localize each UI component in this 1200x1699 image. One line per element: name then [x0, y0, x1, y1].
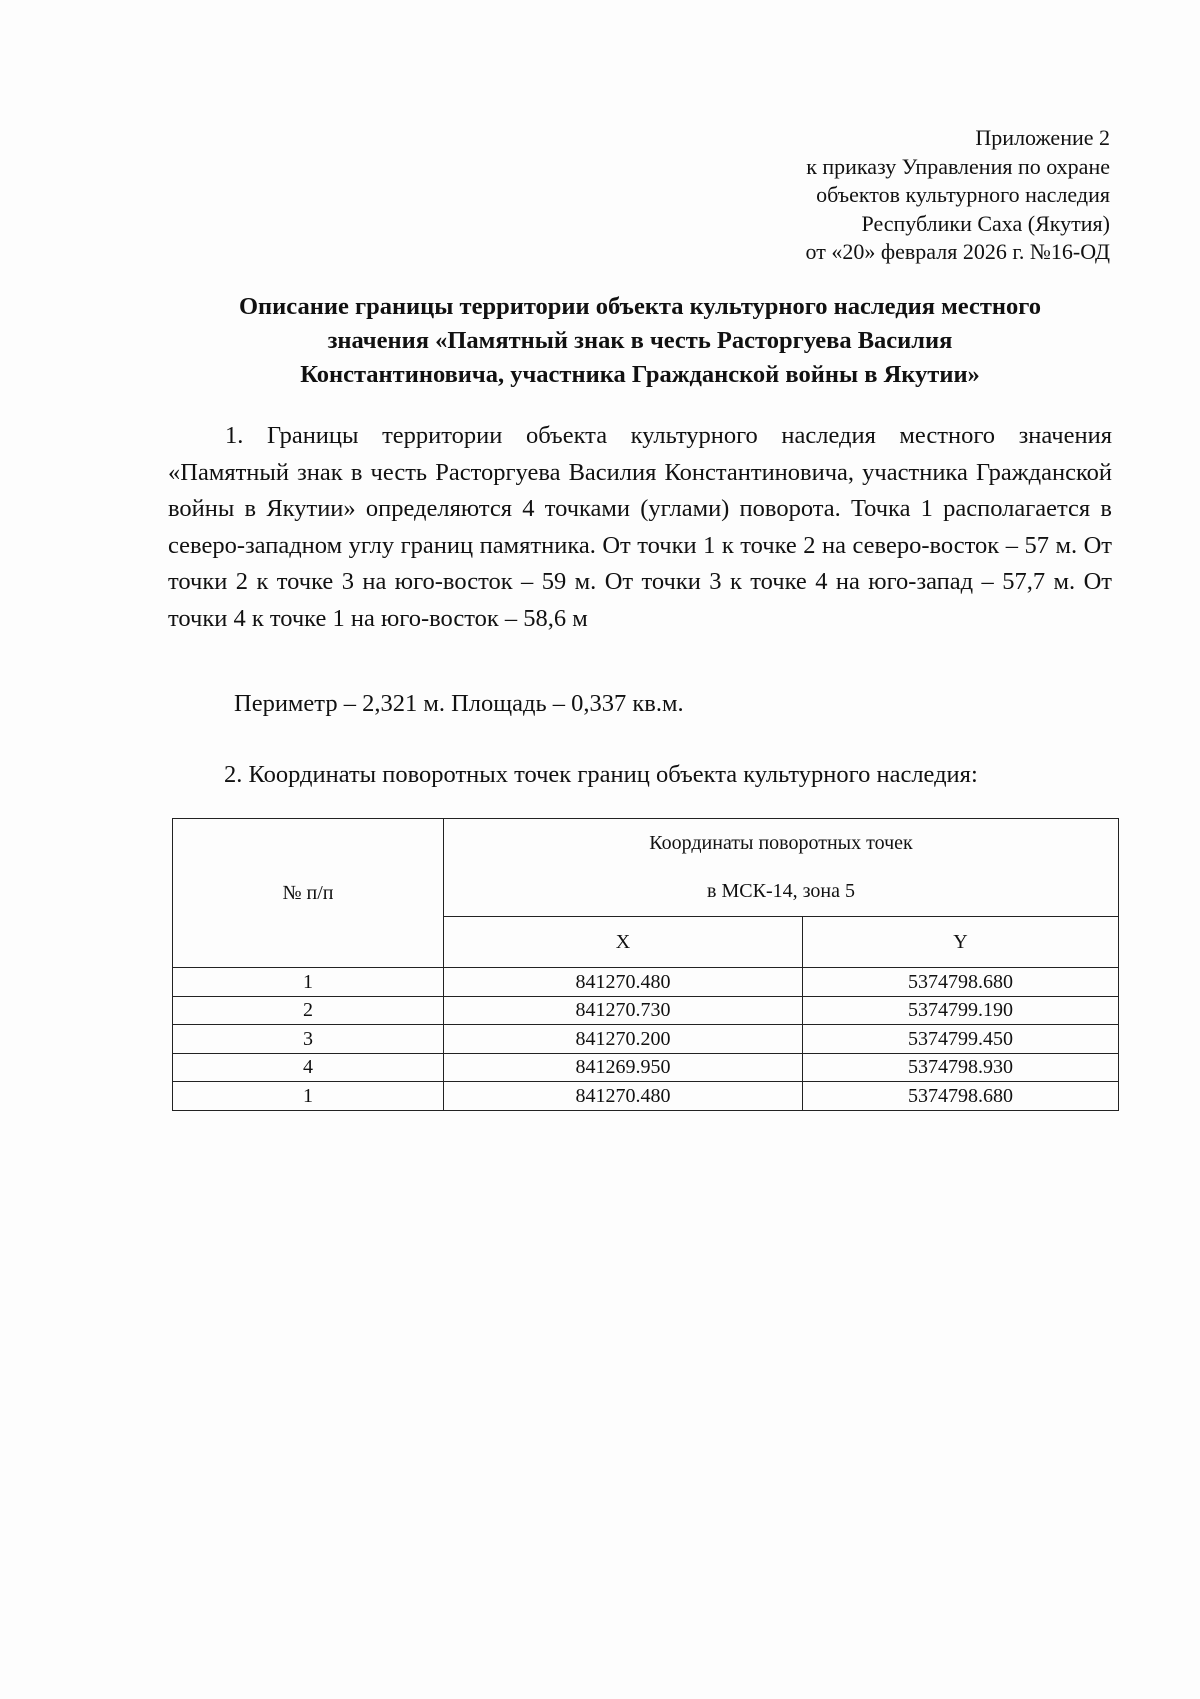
section-1-paragraph: 1. Границы территории объекта культурного наследия местного значения «Памятный знак в честь Расторгуева Василия Константиновича, участника Гражданской войны в Якутии» определяются 4 точками (углами) поворота. Точка 1 располагается в северо-западном углу границ памятника. От точки 1 к точке 2 на северо-восток – 57 м. От точки 2 к точке 3 на юго-восток – 59 м. От точки 3 к точке 4 на юго-запад – 57,7 м. От точки 4 к точке 1 на юго-восток – 58,6 м [168, 422, 1112, 632]
appendix-line: Приложение 2 [975, 125, 1110, 150]
header-num: № п/п [173, 819, 444, 968]
header-y: Y [803, 916, 1119, 967]
header-x: X [444, 916, 803, 967]
cell-num: 2 [173, 996, 444, 1025]
table-row [173, 1053, 1119, 1082]
cell-num: 1 [173, 968, 444, 997]
header-coords-line1: Координаты поворотных точек [649, 832, 913, 855]
appendix-line: от «20» февраля 2026 г. №16-ОД [805, 239, 1110, 264]
cell-x: 841270.200 [444, 1025, 803, 1054]
title-line: Константиновича, участника Гражданской войны в Якутии» [300, 361, 980, 388]
document-title [160, 290, 1120, 392]
cell-num: 1 [173, 1082, 444, 1111]
table-row [173, 968, 1119, 997]
table-row [173, 1025, 1119, 1054]
appendix-line: к приказу Управления по охране [806, 153, 1110, 179]
cell-x: 841270.480 [444, 1082, 803, 1111]
perimeter-area-text: Периметр – 2,321 м. Площадь – 0,337 кв.м. [234, 690, 684, 717]
cell-x: 841270.480 [444, 968, 803, 997]
section-2-heading: 2. Координаты поворотных точек границ объекта культурного наследия: [224, 761, 978, 788]
cell-x: 841270.730 [444, 996, 803, 1025]
cell-x: 841269.950 [444, 1053, 803, 1082]
cell-y: 5374799.450 [803, 1025, 1119, 1054]
coordinates-table [172, 818, 1119, 1111]
appendix-block [806, 124, 1110, 267]
title-line: Описание границы территории объекта культурного наследия местного [239, 293, 1041, 320]
cell-y: 5374798.930 [803, 1053, 1119, 1082]
table-row [173, 996, 1119, 1025]
appendix-line: объектов культурного наследия [816, 182, 1110, 207]
table-row [173, 1082, 1119, 1111]
cell-num: 3 [173, 1025, 444, 1054]
cell-y: 5374799.190 [803, 996, 1119, 1025]
cell-num: 4 [173, 1053, 444, 1082]
title-line: значения «Памятный знак в честь Расторгуева Василия [327, 327, 953, 354]
appendix-line: Республики Саха (Якутия) [861, 210, 1110, 236]
header-coords-line2: в МСК-14, зона 5 [707, 880, 855, 903]
cell-y: 5374798.680 [803, 968, 1119, 997]
cell-y: 5374798.680 [803, 1082, 1119, 1111]
header-coords [444, 819, 1119, 917]
